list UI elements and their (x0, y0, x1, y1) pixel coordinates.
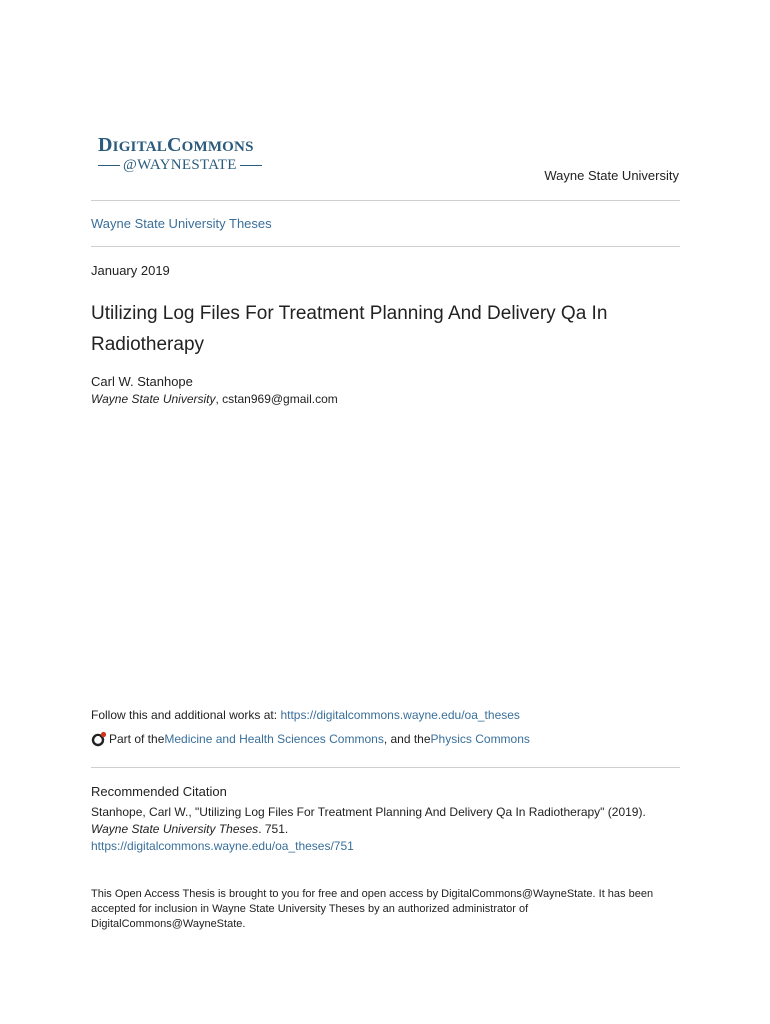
affiliation-email: , cstan969@gmail.com (215, 392, 338, 406)
institution-name: Wayne State University (544, 168, 679, 183)
citation-heading: Recommended Citation (91, 784, 227, 799)
divider-series (91, 246, 680, 247)
network-commons-icon (91, 731, 107, 747)
open-access-notice: This Open Access Thesis is brought to you for free and open access by DigitalCommons@WayneState. It has been accepted for inclusion in Wayne State University Theses by an authorized administrator of DigitalCommons@WayneState. (91, 888, 654, 930)
citation-body (91, 804, 691, 855)
publication-date: January 2019 (91, 263, 170, 278)
logo-rule-left (98, 165, 120, 166)
citation-text: Stanhope, Carl W., "Utilizing Log Files For Treatment Planning And Delivery Qa In Radiotherapy" (2019). (91, 805, 646, 819)
follow-prefix: Follow this and additional works at: (91, 708, 281, 722)
divider-top (91, 200, 680, 201)
series-link[interactable]: Wayne State University Theses (91, 216, 272, 231)
divider-citation (91, 767, 680, 768)
thesis-title: Utilizing Log Files For Treatment Planning And Delivery Qa In Radiotherapy (91, 303, 608, 355)
affiliation-org: Wayne State University (91, 392, 216, 406)
author-affiliation (91, 392, 338, 406)
author-name: Carl W. Stanhope (91, 374, 193, 389)
part-of-prefix: Part of the (109, 732, 165, 746)
follow-url-link[interactable]: https://digitalcommons.wayne.edu/oa_theses (280, 708, 520, 722)
medicine-commons-link[interactable]: Medicine and Health Sciences Commons (164, 732, 384, 746)
citation-url-link[interactable]: https://digitalcommons.wayne.edu/oa_theses/751 (91, 839, 354, 853)
citation-series: Wayne State University Theses. 751. (91, 822, 289, 836)
logo-rule-right (240, 165, 262, 166)
logo-wordmark: DIGITALCOMMONS (98, 134, 254, 156)
follow-line (91, 708, 520, 722)
part-of-middle: , and the (383, 732, 431, 746)
logo-subline (98, 157, 278, 174)
part-of-line (91, 731, 530, 747)
logo-wayne-state: @WAYNESTATE (123, 157, 237, 173)
physics-commons-link[interactable]: Physics Commons (430, 732, 530, 746)
digital-commons-logo[interactable] (98, 134, 278, 174)
